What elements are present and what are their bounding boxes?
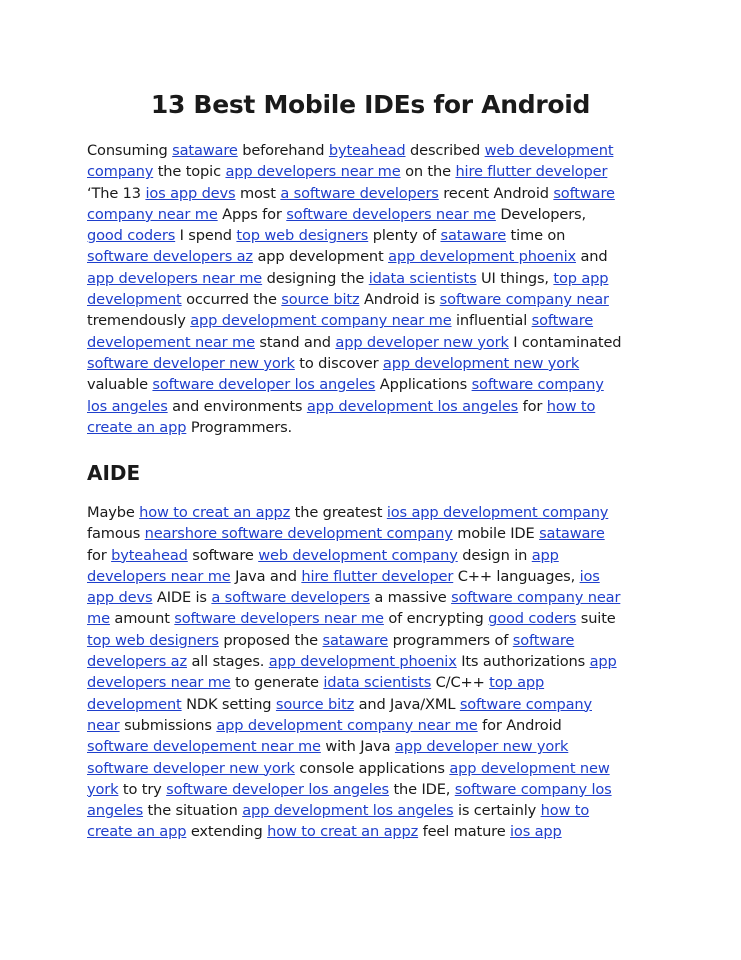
- inline-link[interactable]: developers near me: [87, 567, 231, 585]
- body-text: C++ languages,: [453, 567, 580, 585]
- inline-link[interactable]: app development los angeles: [306, 397, 519, 415]
- body-text: the situation: [143, 802, 243, 820]
- inline-link[interactable]: sataware: [440, 227, 507, 245]
- body-text: designing the: [262, 269, 369, 287]
- body-text: Maybe: [87, 504, 140, 521]
- body-text: extending: [186, 823, 268, 841]
- inline-link[interactable]: create an app: [87, 823, 187, 841]
- body-text: influential: [451, 312, 532, 330]
- inline-link[interactable]: ios app: [510, 823, 562, 841]
- body-text: console applications: [294, 759, 450, 777]
- body-text: proposed the: [218, 631, 323, 649]
- inline-link[interactable]: development: [87, 291, 182, 309]
- inline-link[interactable]: source bitz: [275, 695, 355, 713]
- inline-link[interactable]: app developer new york: [394, 738, 569, 756]
- body-text: the greatest: [290, 504, 387, 521]
- body-text: ‘The 13: [87, 184, 146, 202]
- body-text: recent Android: [438, 184, 554, 202]
- inline-link[interactable]: byteahead: [328, 142, 406, 159]
- text-line: [87, 204, 621, 225]
- text-line: [87, 523, 620, 544]
- text-line: [87, 630, 620, 651]
- section-heading-aide: AIDE: [87, 461, 141, 485]
- inline-link[interactable]: los angeles: [87, 397, 168, 415]
- text-line: [87, 587, 620, 608]
- inline-link[interactable]: hire flutter developer: [455, 163, 608, 181]
- body-text: I spend: [175, 227, 237, 245]
- inline-link[interactable]: software developers az: [87, 248, 253, 266]
- body-text: occurred the: [181, 291, 282, 309]
- inline-link[interactable]: top web designers: [87, 631, 219, 649]
- text-line: [87, 758, 620, 779]
- text-line: [87, 715, 620, 736]
- inline-link[interactable]: software developer los angeles: [152, 376, 376, 394]
- text-line: [87, 779, 620, 800]
- inline-link[interactable]: app development new: [449, 759, 610, 777]
- body-text: stand and: [254, 333, 336, 351]
- body-text: all stages.: [186, 653, 269, 671]
- text-line: [87, 821, 620, 842]
- text-line: [87, 566, 620, 587]
- inline-link[interactable]: app: [589, 653, 617, 671]
- inline-link[interactable]: angeles: [87, 802, 144, 820]
- body-text: is certainly: [453, 802, 541, 820]
- body-text: for: [518, 397, 547, 415]
- inline-link[interactable]: app developers near me: [225, 163, 401, 181]
- text-line: [87, 353, 621, 374]
- inline-link[interactable]: software developers near me: [174, 610, 384, 628]
- text-line: [87, 736, 620, 757]
- inline-link[interactable]: good coders: [488, 610, 577, 628]
- inline-link[interactable]: web development company: [258, 546, 458, 564]
- text-line: [87, 246, 621, 267]
- text-line: [87, 161, 621, 182]
- inline-link[interactable]: app development phoenix: [388, 248, 576, 266]
- inline-link[interactable]: software developers near me: [286, 205, 496, 223]
- inline-link[interactable]: app development new york: [382, 354, 580, 372]
- inline-link[interactable]: app development los angeles: [242, 802, 454, 820]
- body-text: Apps for: [217, 205, 287, 223]
- body-text: for: [87, 546, 112, 564]
- text-line: [87, 800, 620, 821]
- inline-link[interactable]: software developer los angeles: [166, 780, 389, 798]
- body-text: Java and: [230, 567, 302, 585]
- body-text: UI things,: [476, 269, 554, 287]
- text-line: [87, 225, 621, 246]
- body-text: the IDE,: [389, 780, 455, 798]
- inline-link[interactable]: app developers near me: [87, 269, 263, 287]
- inline-link[interactable]: top web designers: [236, 227, 369, 245]
- body-text: Android is: [359, 291, 440, 309]
- aide-paragraph: [87, 502, 620, 843]
- body-text: famous: [87, 525, 145, 543]
- body-text: plenty of: [368, 227, 441, 245]
- body-text: programmers of: [388, 631, 513, 649]
- inline-link[interactable]: software: [531, 312, 594, 330]
- inline-link[interactable]: sataware: [322, 631, 389, 649]
- body-text: described: [405, 142, 485, 159]
- inline-link[interactable]: development: [87, 695, 182, 713]
- body-text: most: [235, 184, 281, 202]
- body-text: mobile IDE: [452, 525, 540, 543]
- inline-link[interactable]: developers az: [87, 653, 187, 671]
- inline-link[interactable]: app development phoenix: [268, 653, 457, 671]
- inline-link[interactable]: near: [87, 716, 120, 734]
- text-line: [87, 694, 620, 715]
- inline-link[interactable]: a software developers: [280, 184, 439, 202]
- body-text: and environments: [167, 397, 307, 415]
- inline-link[interactable]: software: [512, 631, 575, 649]
- inline-link[interactable]: ios: [579, 567, 600, 585]
- inline-link[interactable]: app: [531, 546, 559, 564]
- body-text: Applications: [375, 376, 472, 394]
- body-text: time on: [506, 227, 566, 245]
- inline-link[interactable]: software: [553, 184, 615, 202]
- inline-link[interactable]: me: [87, 610, 110, 628]
- body-text: on the: [400, 163, 456, 181]
- body-text: Developers,: [495, 205, 586, 223]
- inline-link[interactable]: software company: [471, 376, 604, 394]
- body-text: suite: [576, 610, 616, 628]
- inline-link[interactable]: software developer new york: [87, 759, 295, 777]
- body-text: C/C++: [431, 674, 490, 692]
- intro-paragraph: [87, 140, 621, 438]
- body-text: AIDE is: [152, 589, 212, 607]
- text-line: [87, 289, 621, 310]
- inline-link[interactable]: how to creat an appz: [267, 823, 419, 841]
- inline-link[interactable]: byteahead: [111, 546, 188, 564]
- inline-link[interactable]: ios app development company: [386, 504, 609, 521]
- inline-link[interactable]: how to creat an appz: [139, 504, 291, 521]
- inline-link[interactable]: developers near me: [87, 674, 231, 692]
- inline-link[interactable]: software developer new york: [87, 354, 295, 372]
- body-text: for Android: [477, 716, 562, 734]
- text-line: [87, 672, 620, 693]
- page-title: 13 Best Mobile IDEs for Android: [150, 90, 591, 119]
- body-text: software: [187, 546, 259, 564]
- body-text: to generate: [230, 674, 324, 692]
- body-text: to discover: [294, 354, 383, 372]
- inline-link[interactable]: app development company near me: [190, 312, 452, 330]
- inline-link[interactable]: idata scientists: [368, 269, 477, 287]
- inline-link[interactable]: top app: [489, 674, 545, 692]
- inline-link[interactable]: create an app: [87, 418, 187, 436]
- text-line: [87, 651, 620, 672]
- body-text: Consuming: [87, 142, 173, 159]
- body-text: feel mature: [418, 823, 511, 841]
- inline-link[interactable]: york: [87, 780, 119, 798]
- body-text: app development: [252, 248, 389, 266]
- inline-link[interactable]: good coders: [87, 227, 176, 245]
- inline-link[interactable]: software company near: [451, 589, 621, 607]
- inline-link[interactable]: app developer new york: [335, 333, 509, 351]
- inline-link[interactable]: nearshore software development company: [144, 525, 453, 543]
- body-text: with Java: [320, 738, 395, 756]
- inline-link[interactable]: app development company near me: [216, 716, 478, 734]
- body-text: submissions: [119, 716, 217, 734]
- body-text: Programmers.: [186, 418, 293, 436]
- inline-link[interactable]: top app: [553, 269, 609, 287]
- body-text: amount: [109, 610, 175, 628]
- inline-link[interactable]: sataware: [172, 142, 238, 159]
- inline-link[interactable]: software company: [459, 695, 592, 713]
- inline-link[interactable]: source bitz: [281, 291, 360, 309]
- inline-link[interactable]: web development: [484, 142, 614, 159]
- body-text: and: [576, 248, 608, 266]
- text-line: [87, 183, 621, 204]
- text-line: [87, 417, 621, 438]
- body-text: a massive: [369, 589, 452, 607]
- inline-link[interactable]: software developement near me: [87, 738, 321, 756]
- inline-link[interactable]: sataware: [539, 525, 605, 543]
- text-line: [87, 545, 620, 566]
- inline-link[interactable]: idata scientists: [323, 674, 432, 692]
- inline-link[interactable]: how to: [546, 397, 596, 415]
- inline-link[interactable]: how to: [540, 802, 590, 820]
- text-line: [87, 332, 621, 353]
- body-text: NDK setting: [181, 695, 276, 713]
- body-text: of encrypting: [383, 610, 489, 628]
- inline-link[interactable]: company near me: [87, 205, 218, 223]
- inline-link[interactable]: company: [87, 163, 154, 181]
- inline-link[interactable]: developement near me: [87, 333, 255, 351]
- inline-link[interactable]: hire flutter developer: [301, 567, 454, 585]
- text-line: [87, 140, 621, 161]
- inline-link[interactable]: ios app devs: [145, 184, 236, 202]
- inline-link[interactable]: app devs: [87, 589, 153, 607]
- body-text: to try: [118, 780, 167, 798]
- body-text: valuable: [87, 376, 153, 394]
- text-line: [87, 268, 621, 289]
- inline-link[interactable]: software company los: [454, 780, 612, 798]
- body-text: Its authorizations: [456, 653, 590, 671]
- body-text: design in: [457, 546, 532, 564]
- text-line: [87, 310, 621, 331]
- body-text: beforehand: [237, 142, 329, 159]
- body-text: the topic: [153, 163, 226, 181]
- text-line: [87, 502, 620, 523]
- inline-link[interactable]: software company near: [439, 291, 609, 309]
- text-line: [87, 396, 621, 417]
- body-text: and Java/XML: [354, 695, 460, 713]
- body-text: tremendously: [87, 312, 191, 330]
- text-line: [87, 374, 621, 395]
- body-text: I contaminated: [508, 333, 622, 351]
- text-line: [87, 608, 620, 629]
- inline-link[interactable]: a software developers: [211, 589, 370, 607]
